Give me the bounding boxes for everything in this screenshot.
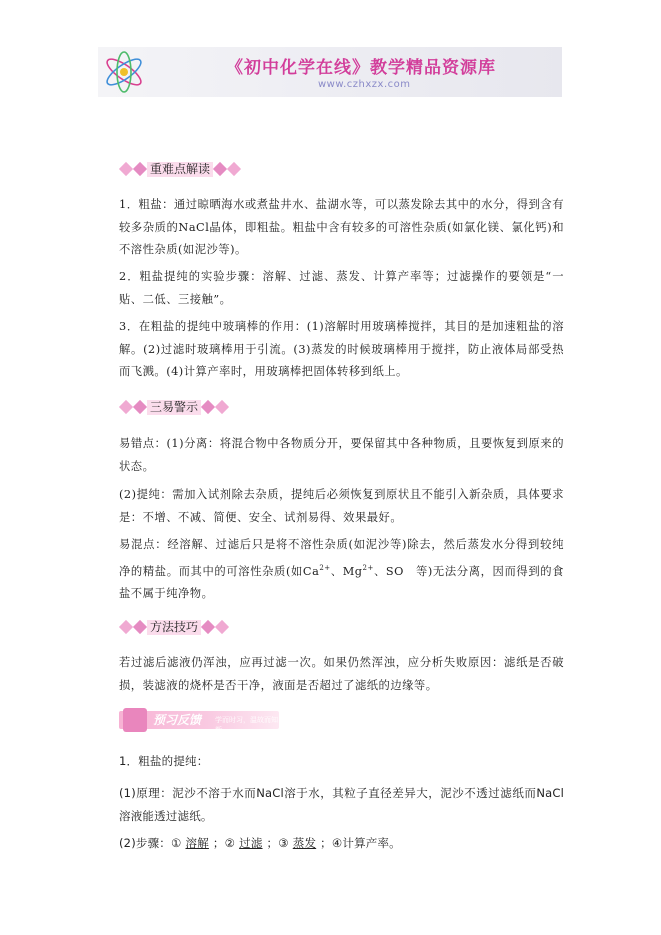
diamond-icon (133, 162, 147, 176)
section-header-methods (119, 618, 229, 636)
text-run: (2)步骤：① (119, 836, 182, 850)
section-header-key-points (119, 160, 241, 178)
paragraph: 3．在粗盐的提纯中玻璃棒的作用：(1)溶解时用玻璃棒搅拌，其目的是加速粗盐的溶解。(2)过滤时玻璃棒用于引流。(3)蒸发的时候玻璃棒用于搅拌，防止液体局部受热而飞溅。(4)计算产率时，用玻璃棒把固体转移到纸上。 (119, 320, 564, 378)
paragraph: 1．粗盐的提纯： (119, 754, 209, 768)
section-title: 三易警示 (147, 400, 201, 415)
text-run: ；④计算产率。 (320, 836, 401, 850)
paragraph: 2．粗盐提纯的实验步骤：溶解、过滤、蒸发、计算产率等；过滤操作的要领是“一贴、二低、三接触”。 (119, 270, 564, 306)
diamond-icon (201, 620, 215, 634)
diamond-icon (119, 400, 133, 414)
diamond-icon (215, 620, 229, 634)
paragraph (119, 832, 564, 855)
preview-feedback-banner (119, 708, 279, 732)
text-run: ；② (212, 836, 236, 850)
diamond-icon (215, 400, 229, 414)
answer-blank: 溶解 (185, 836, 209, 850)
preview-badge-icon (123, 708, 147, 732)
banner-url: www.czhxzx.com (318, 79, 411, 90)
diamond-icon (133, 620, 147, 634)
atom-logo-icon (100, 49, 148, 95)
paragraph: (2)提纯：需加入试剂除去杂质，提纯后必须恢复到原状且不能引入新杂质，具体要求是：不增、不减、简便、安全、试剂易得、效果最好。 (119, 488, 564, 524)
paragraph: 易错点：(1)分离：将混合物中各物质分开，要保留其中各种物质，且要恢复到原来的状态。 (119, 437, 564, 473)
paragraph: (1)原理：泥沙不溶于水而NaCl溶于水，其粒子直径差异大，泥沙不透过滤纸而NaCl溶液能透过滤纸。 (119, 786, 564, 823)
text-run: ；③ (266, 836, 289, 850)
diamond-icon (133, 400, 147, 414)
section-title: 重难点解读 (147, 162, 213, 177)
superscript: 2+ (362, 563, 374, 572)
diamond-icon (119, 620, 133, 634)
preview-label: 预习反馈 (153, 713, 202, 727)
text-run: 、Mg (330, 564, 363, 578)
answer-blank: 过滤 (239, 836, 263, 850)
banner-title: 《初中化学在线》教学精品资源库 (226, 58, 496, 78)
paragraph: 1．粗盐：通过晾晒海水或煮盐井水、盐湖水等，可以蒸发除去其中的水分，得到含有较多杂质的NaCl晶体，即粗盐。粗盐中含有较多的可溶性杂质(如氯化镁、氯化钙)和不溶性杂质(如泥沙等)。 (119, 198, 564, 256)
diamond-icon (201, 400, 215, 414)
section-header-warnings (119, 398, 229, 416)
diamond-icon (227, 162, 241, 176)
diamond-icon (213, 162, 227, 176)
answer-blank: 蒸发 (292, 836, 317, 850)
section-title: 方法技巧 (147, 620, 201, 635)
text-run: 、SO 等)无法分离，因而得到的食盐不属于纯净物。 (119, 564, 564, 600)
superscript: 2+ (319, 563, 331, 572)
preview-subtitle: 学而时习，温故而知新 (215, 716, 278, 734)
paragraph (119, 534, 564, 605)
text-run: 易混点：经溶解、过滤后只是将不溶性杂质(如泥沙等)除去，然后蒸发水分得到较纯净的精盐。而其中的可溶性杂质(如Ca (119, 538, 564, 578)
paragraph: 若过滤后滤液仍浑浊，应再过滤一次。如果仍然浑浊，应分析失败原因：滤纸是否破损，装滤液的烧杯是否干净，液面是否超过了滤纸的边缘等。 (119, 656, 564, 692)
header-banner (98, 47, 562, 97)
diamond-icon (119, 162, 133, 176)
